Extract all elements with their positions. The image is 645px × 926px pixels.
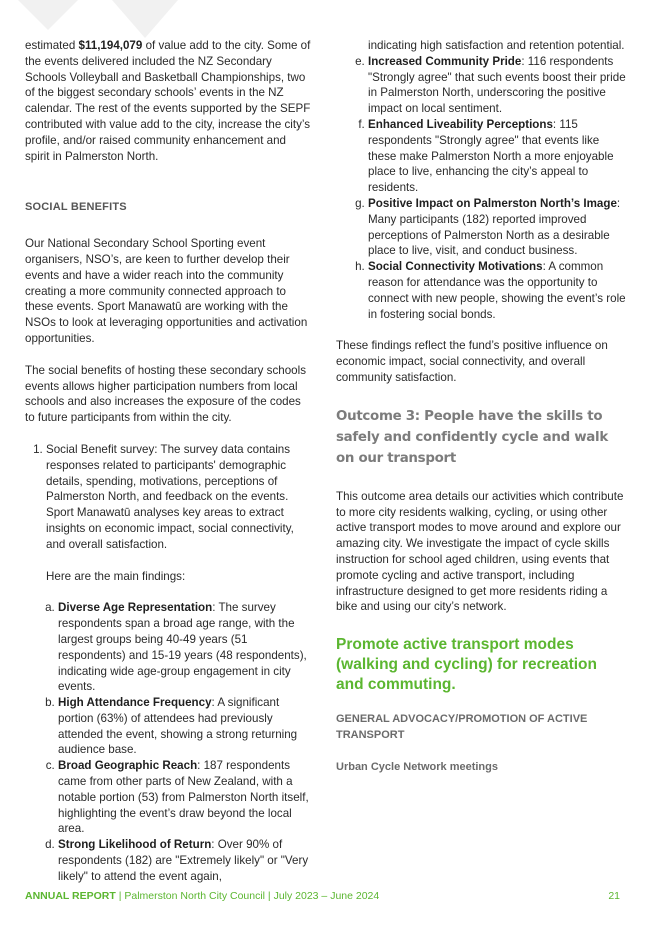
- right-column: [336, 38, 628, 775]
- social-benefits-heading: SOCIAL BENEFITS: [25, 201, 127, 214]
- outcome-paragraph: This outcome area details our activities which contribute to more city residents walking, cycling, or using other active transport modes to move around and explore our amazing city. We investigate the impact of cycle skills instruction for school aged children, using events that promote cycling and active transport, including infrastructure designed to get more residents riding a bike and using our city’s network.: [336, 489, 624, 614]
- list-item: e. Increased Community Pride: 116 respondents "Strongly agree" that such events boost their pride in Palmerston North, underscoring the positive impact on local sentiment.: [368, 54, 628, 117]
- org-period: Palmerston North City Council | July 2023 – June 2024: [124, 890, 380, 902]
- list-item: a. Diverse Age Representation: The survey respondents span a broad age range, with the largest groups being 40-49 years (51 respondents) and 15-19 years (48 respondents), indicating wide age-group engagement in city events.: [58, 600, 313, 695]
- urban-cycle-heading: Urban Cycle Network meetings: [336, 761, 498, 774]
- advocacy-heading: GENERAL ADVOCACY/PROMOTION OF ACTIVE TRANSPORT: [336, 713, 588, 742]
- report-label: ANNUAL REPORT: [25, 890, 116, 902]
- page-number: 21: [608, 890, 620, 902]
- intro-paragraph: estimated $11,194,079 of value add to the city. Some of the events delivered included the NZ Secondary Schools Volleyball and Basketball Championships, two of the biggest secondary schools’ events in the NZ calendar. The rest of the events supported by the SEPF contributed with value add to the city, increase the city’s profile, and/or raised community enhancement and spirit in Palmerston North.: [25, 39, 311, 163]
- outcome-3-heading: Outcome 3: People have the skills to safely and confidently cycle and walk on our transport: [336, 408, 608, 466]
- findings-list-continued: [336, 54, 628, 323]
- list-item: [46, 442, 313, 885]
- findings-list: [46, 600, 313, 884]
- list-item: d. Strong Likelihood of Return: Over 90% of respondents (182) are "Extremely likely" or "Very likely" to attend the event again,: [58, 837, 313, 884]
- list-item: indicating high satisfaction and retention potential.: [368, 39, 625, 52]
- social-benefits-paragraph: The social benefits of hosting these secondary schools events allows higher participation numbers from local schools and also increases the exposure of the codes to future participants from within the city.: [25, 363, 306, 425]
- list-item: h. Social Connectivity Motivations: A common reason for attendance was the opportunity to connect with new people, showing the event’s role in fostering social bonds.: [368, 259, 628, 322]
- survey-description: Social Benefit survey: The survey data contains responses related to participants' demographic details, spending, motivations, perceptions of Palmerston North, and feedback on the events. Sport Manawatū analyses key areas to extract insights on economic impact, social connectivity, and overall satisfaction.: [46, 442, 294, 551]
- list-item: b. High Attendance Frequency: A significant portion (63%) of attendees had previously attended the event, showing a strong returning audience base.: [58, 695, 313, 758]
- main-findings-label: Here are the main findings:: [46, 569, 186, 583]
- header-chevron-decoration: [0, 0, 200, 40]
- active-transport-heading: Promote active transport modes (walking and cycling) for recreation and commuting.: [336, 636, 597, 694]
- list-item: f. Enhanced Liveability Perceptions: 115 respondents "Strongly agree" that events like these make Palmerston North a more enjoyable place to live, enhancing the city’s appeal to residents.: [368, 117, 628, 196]
- survey-list: [25, 442, 313, 885]
- footer-text: ANNUAL REPORT | Palmerston North City Council | July 2023 – June 2024: [25, 890, 380, 902]
- list-item: c. Broad Geographic Reach: 187 respondents came from other parts of New Zealand, with a notable portion (53) from Palmerston North itself, highlighting the event’s draw beyond the local area.: [58, 758, 313, 837]
- value-add-amount: $11,194,079: [78, 39, 143, 52]
- nso-paragraph: Our National Secondary School Sporting event organisers, NSO’s, are keen to further develop their events and have a wider reach into the community creating a more community connected approach to these events. Sport Manawatū are working with the NSOs to look at leveraging opportunities and activation opportunities.: [25, 237, 308, 345]
- findings-continuation: [336, 38, 628, 54]
- findings-summary: These findings reflect the fund’s positive influence on economic impact, social connectivity, and overall community satisfaction.: [336, 339, 608, 384]
- page-footer: [25, 890, 620, 902]
- list-item: g. Positive Impact on Palmerston North’s Image: Many participants (182) reported improved perceptions of Palmerston North as a desirable place to live, visit, and conduct business.: [368, 196, 628, 259]
- left-column: [25, 38, 313, 885]
